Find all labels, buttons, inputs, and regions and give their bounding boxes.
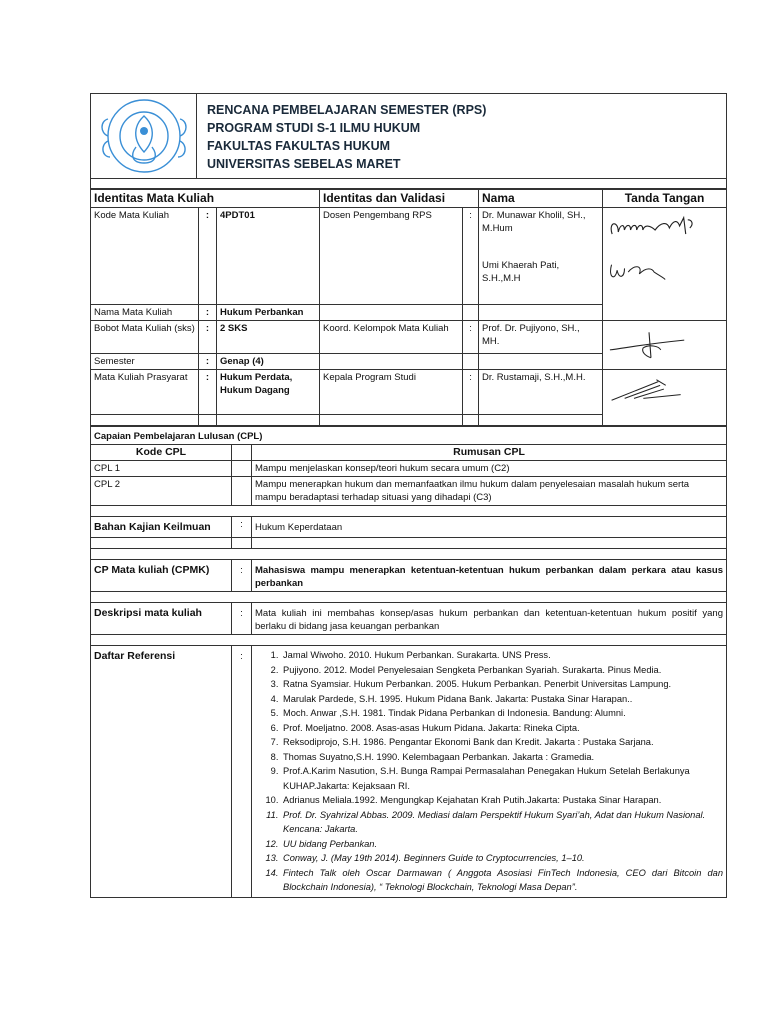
logo-cell xyxy=(91,94,197,179)
kode-cpl-header: Kode CPL xyxy=(91,445,232,461)
spacer-row xyxy=(91,592,727,603)
header-line-3: FAKULTAS FAKULTAS HUKUM xyxy=(207,139,391,153)
colon: : xyxy=(232,646,252,898)
cpl-2-kode: CPL 2 xyxy=(91,477,232,506)
bobot-label: Bobot Mata Kuliah (sks) xyxy=(91,321,199,354)
empty-cell xyxy=(232,445,252,461)
colon: : xyxy=(199,305,217,321)
deskripsi-value: Mata kuliah ini membahas konsep/asas hukum perbankan dan ketentuan-ketentuan hukum positif yang berlaku di bidang jasa keuangan perbankan xyxy=(252,603,727,635)
cpl-section-title: Capaian Pembelajaran Lulusan (CPL) xyxy=(91,427,727,445)
empty-cell xyxy=(91,538,232,549)
kaprodi-label: Kepala Program Studi xyxy=(320,370,463,415)
ref-item: 14. Fintech Talk oleh Oscar Darmawan ( Anggota Asosiasi FinTech Indonesia, CEO dari Bitcoin dan Blockchain Indonesia), “ Teknologi Blockchain, Teknologi Masa Depan”. xyxy=(281,866,723,895)
deskripsi-label: Deskripsi mata kuliah xyxy=(91,603,232,635)
empty-cell xyxy=(479,305,603,321)
ref-item: 8. Thomas Suyatno,S.H. 1990. Kelembagaan Perbankan. Jakarta : Gramedia. xyxy=(281,750,723,765)
spacer-row xyxy=(91,549,727,560)
signature-munawar xyxy=(606,214,698,248)
empty-cell xyxy=(463,305,479,321)
signature-rustamaji xyxy=(606,375,690,405)
nama-value: Hukum Perbankan xyxy=(217,305,320,321)
header-line-1: RENCANA PEMBELAJARAN SEMESTER (RPS) xyxy=(207,103,487,117)
colon: : xyxy=(463,321,479,354)
cpl-2-text: Mampu menerapkan hukum dan memanfaatkan ilmu hukum dalam penyelesaian masalah hukum serta mampu beradaptasi terhadap situasi yang dihadapi (C3) xyxy=(252,477,727,506)
spacer-row xyxy=(91,635,727,646)
dosen-label: Dosen Pengembang RPS xyxy=(320,208,463,305)
empty-cell xyxy=(320,305,463,321)
bobot-value: 2 SKS xyxy=(217,321,320,354)
empty-cell xyxy=(463,354,479,370)
empty-cell xyxy=(199,415,217,426)
colon: : xyxy=(463,370,479,415)
cpl-table xyxy=(90,426,727,898)
ref-item: 2. Pujiyono. 2012. Model Penyelesaian Sengketa Perbankan Syariah. Surakarta. Pinus Media. xyxy=(281,663,723,678)
referensi-list xyxy=(255,648,723,895)
dosen-names xyxy=(479,208,603,305)
empty-cell xyxy=(232,461,252,477)
spacer-row xyxy=(91,506,727,517)
dosen-2: Umi Khaerah Pati, S.H.,M.H xyxy=(482,260,560,284)
empty-cell xyxy=(232,477,252,506)
koord-name: Prof. Dr. Pujiyono, SH., MH. xyxy=(479,321,603,354)
tanda-tangan-title: Tanda Tangan xyxy=(603,190,727,208)
colon: : xyxy=(232,560,252,592)
colon: : xyxy=(232,517,252,538)
ref-item: 7. Reksodiprojo, S.H. 1986. Pengantar Ekonomi Bank dan Kredit. Jakarta : Pustaka Sarjana. xyxy=(281,735,723,750)
signature-cell-2 xyxy=(603,321,727,370)
rumusan-cpl-header: Rumusan CPL xyxy=(252,445,727,461)
header-table xyxy=(90,93,727,189)
signature-cell-1 xyxy=(603,208,727,321)
colon: : xyxy=(232,603,252,635)
semester-label: Semester xyxy=(91,354,199,370)
ref-item: 5. Moch. Anwar ,S.H. 1981. Tindak Pidana Perbankan di Indonesia. Bandung: Alumni. xyxy=(281,706,723,721)
empty-cell xyxy=(320,415,463,426)
referensi-list-cell xyxy=(252,646,727,898)
identity-table xyxy=(90,189,727,426)
prasyarat-value: Hukum Perdata, Hukum Dagang xyxy=(217,370,320,415)
ref-item: 9. Prof.A.Karim Nasution, S.H. Bunga Rampai Permasalahan Penegakan Hukum Setelah Berlakunya KUHAP.Jakarta: Kejaksaan RI. xyxy=(281,764,723,793)
ref-item: 13. Conway, J. (May 19th 2014). Beginners Guide to Cryptocurrencies, 1–10. xyxy=(281,851,723,866)
ref-item: 6. Prof. Moeljatno. 2008. Asas-asas Hukum Pidana. Jakarta: Rineka Cipta. xyxy=(281,721,723,736)
colon: : xyxy=(199,208,217,305)
empty-cell xyxy=(479,354,603,370)
empty-cell xyxy=(91,415,199,426)
cpl-1-text: Mampu menjelaskan konsep/teori hukum secara umum (C2) xyxy=(252,461,727,477)
koord-label: Koord. Kelompok Mata Kuliah xyxy=(320,321,463,354)
empty-cell xyxy=(320,354,463,370)
colon: : xyxy=(199,370,217,415)
university-logo xyxy=(94,97,194,175)
kode-label: Kode Mata Kuliah xyxy=(91,208,199,305)
referensi-label: Daftar Referensi xyxy=(91,646,232,898)
identitas-validasi-title: Identitas dan Validasi xyxy=(320,190,479,208)
ref-item: 1. Jamal Wiwoho. 2010. Hukum Perbankan. Surakarta. UNS Press. xyxy=(281,648,723,663)
cpmk-label: CP Mata kuliah (CPMK) xyxy=(91,560,232,592)
prasyarat-label: Mata Kuliah Prasyarat xyxy=(91,370,199,415)
signature-pujiyono xyxy=(606,329,694,361)
empty-cell xyxy=(252,538,727,549)
semester-value: Genap (4) xyxy=(217,354,320,370)
kaprodi-name: Dr. Rustamaji, S.H.,M.H. xyxy=(479,370,603,415)
header-line-4: UNIVERSITAS SEBELAS MARET xyxy=(207,157,401,171)
ref-item: 10. Adrianus Meliala.1992. Mengungkap Kejahatan Krah Putih.Jakarta: Pustaka Sinar Harapan. xyxy=(281,793,723,808)
colon: : xyxy=(199,321,217,354)
cpl-1-kode: CPL 1 xyxy=(91,461,232,477)
ref-item: 12. UU bidang Perbankan. xyxy=(281,837,723,852)
kode-value: 4PDT01 xyxy=(217,208,320,305)
bahan-label: Bahan Kajian Keilmuan xyxy=(91,517,232,538)
bahan-value: Hukum Keperdataan xyxy=(252,517,727,538)
signature-cell-3 xyxy=(603,370,727,426)
ref-item: 3. Ratna Syamsiar. Hukum Perbankan. 2005. Hukum Perbankan. Penerbit Universitas Lampung. xyxy=(281,677,723,692)
rps-document xyxy=(90,93,727,898)
signature-umi xyxy=(606,258,680,288)
header-line-2: PROGRAM STUDI S-1 ILMU HUKUM xyxy=(207,121,421,135)
identitas-mk-title: Identitas Mata Kuliah xyxy=(91,190,320,208)
ref-item: 4. Marulak Pardede, S.H. 1995. Hukum Pidana Bank. Jakarta: Pustaka Sinar Harapan.. xyxy=(281,692,723,707)
empty-cell xyxy=(479,415,603,426)
spacer-row xyxy=(91,179,727,189)
header-title-cell xyxy=(197,94,727,179)
empty-cell xyxy=(232,538,252,549)
colon: : xyxy=(199,354,217,370)
empty-cell xyxy=(217,415,320,426)
colon: : xyxy=(463,208,479,305)
empty-cell xyxy=(463,415,479,426)
dosen-1: Dr. Munawar Kholil, SH., M.Hum xyxy=(482,210,586,234)
nama-label: Nama Mata Kuliah xyxy=(91,305,199,321)
nama-title: Nama xyxy=(479,190,603,208)
ref-item: 11. Prof. Dr. Syahrizal Abbas. 2009. Mediasi dalam Perspektif Hukum Syari’ah, Adat dan Hukum Nasional. Kencana: Jakarta. xyxy=(281,808,723,837)
cpmk-value: Mahasiswa mampu menerapkan ketentuan-ketentuan hukum perbankan dalam perkara atau kasus perbankan xyxy=(252,560,727,592)
